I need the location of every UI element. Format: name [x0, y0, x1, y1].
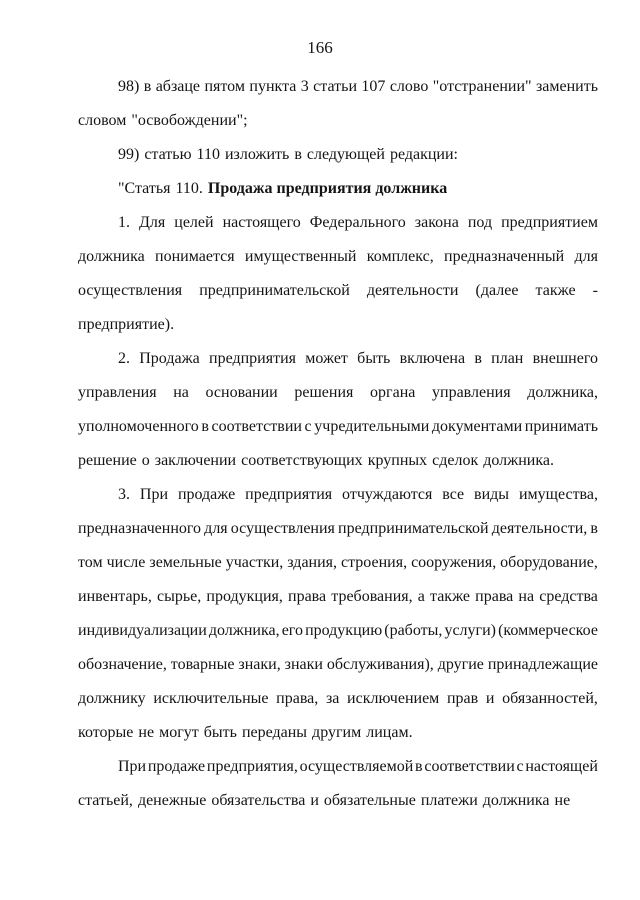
- paragraph-4-line-4: предприятие).: [78, 316, 175, 333]
- paragraph-3-line-1: "Статья 110. Продажа предприятия должника: [78, 172, 598, 206]
- paragraph-6-line-7: должнику исключительные права, за исключением прав и обязанностей,: [78, 690, 598, 707]
- paragraph-5-line-1: 2. Продажа предприятия может быть включена в план внешнего: [118, 350, 598, 367]
- paragraph-1-line-1: 98) в абзаце пятом пункта 3 статьи 107 слово "отстранении" заменить: [118, 78, 598, 95]
- paragraph-7-line-1: При продаже предприятия, осуществляемой в соответствии с настоящей: [118, 758, 598, 775]
- paragraph-6-line-2: предназначенного для осуществления предпринимательской деятельности, в: [78, 520, 598, 537]
- paragraph-7-line-2: статьей, денежные обязательства и обязательные платежи должника не: [78, 792, 571, 809]
- paragraph-1-line-2: словом "освобождении";: [78, 112, 248, 129]
- paragraph-6-line-3: том числе земельные участки, здания, строения, сооружения, оборудование,: [78, 554, 598, 571]
- paragraph-2-line-1: 99) статью 110 изложить в следующей редакции:: [118, 146, 458, 163]
- paragraph-4-line-1: 1. Для целей настоящего Федерального закона под предприятием: [118, 214, 598, 231]
- paragraph-6-line-1: 3. При продаже предприятия отчуждаются все виды имущества,: [118, 486, 598, 503]
- paragraph-4-line-3: осуществления предпринимательской деятельности (далее также -: [78, 282, 598, 299]
- paragraph-6-line-5: индивидуализации должника, его продукцию (работы, услуги) (коммерческое: [78, 622, 598, 639]
- paragraph-6-line-4: инвентарь, сырье, продукция, права требования, а также права на средства: [78, 588, 598, 605]
- paragraph-4-line-2: должника понимается имущественный комплекс, предназначенный для: [78, 248, 598, 265]
- paragraph-6-line-6: обозначение, товарные знаки, знаки обслуживания), другие принадлежащие: [78, 656, 598, 673]
- paragraph-5-line-3: уполномоченного в соответствии с учредительными документами принимать: [78, 418, 598, 435]
- document-body: [78, 70, 598, 818]
- page-number: 166: [307, 38, 333, 57]
- paragraph-5-line-2: управления на основании решения органа управления должника,: [78, 384, 598, 401]
- article-heading-title: Продажа предприятия должника: [207, 180, 448, 197]
- paragraph-6-line-8: которые не могут быть переданы другим лицам.: [78, 724, 413, 741]
- paragraph-5-line-4: решение о заключении соответствующих крупных сделок должника.: [78, 452, 554, 469]
